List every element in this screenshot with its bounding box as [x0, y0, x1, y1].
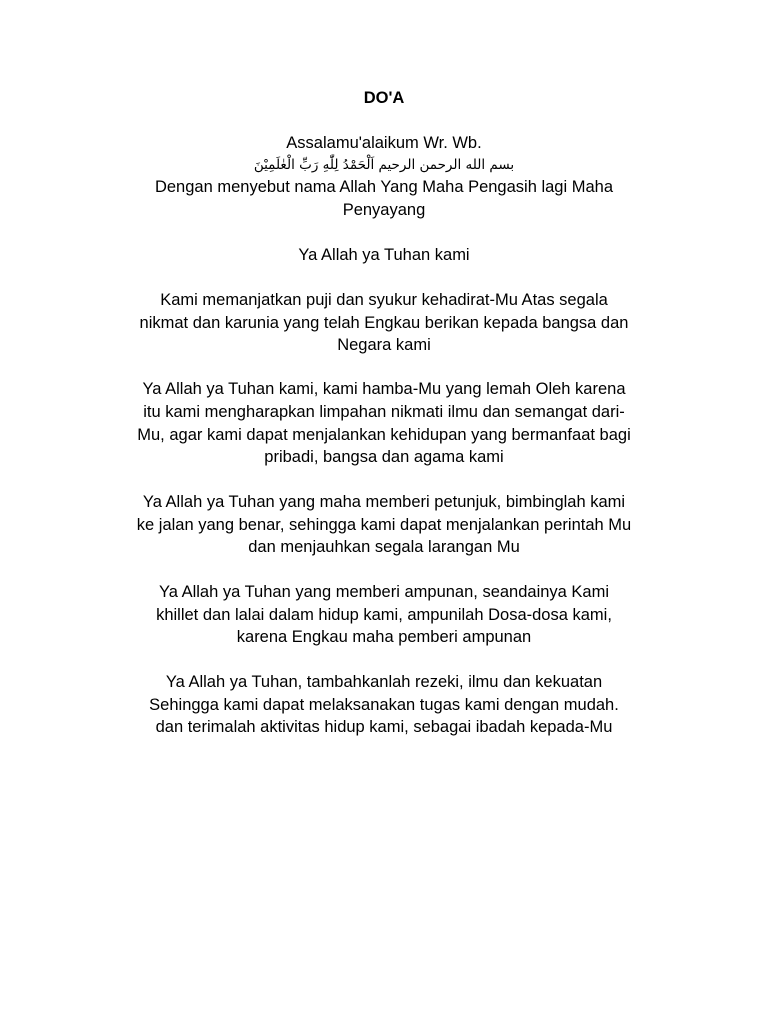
paragraph-1-line-1: Kami memanjatkan puji dan syukur kehadirat-Mu Atas segala	[160, 291, 608, 309]
paragraph-2-line-4: pribadi, bangsa dan agama kami	[264, 448, 504, 466]
paragraph-4-line-2: khillet dan lalai dalam hidup kami, ampunilah Dosa-dosa kami,	[156, 606, 612, 624]
document-title: DO'A	[363, 89, 405, 107]
opening-line-2: Penyayang	[342, 201, 426, 219]
paragraph-2-line-1: Ya Allah ya Tuhan kami, kami hamba-Mu yang lemah Oleh karena	[142, 380, 626, 398]
paragraph-1-line-3: Negara kami	[337, 336, 431, 354]
invocation: Ya Allah ya Tuhan kami	[298, 246, 470, 264]
opening-line-1: Dengan menyebut nama Allah Yang Maha Pengasih lagi Maha	[154, 178, 614, 196]
paragraph-2-line-3: Mu, agar kami dapat menjalankan kehidupan yang bermanfaat bagi	[137, 426, 631, 444]
greeting: Assalamu'alaikum Wr. Wb.	[286, 134, 482, 152]
paragraph-5-line-1: Ya Allah ya Tuhan, tambahkanlah rezeki, ilmu dan kekuatan	[165, 673, 603, 691]
paragraph-4-line-3: karena Engkau maha pemberi ampunan	[236, 628, 532, 646]
arabic-basmala: بسم الله الرحمن الرحيم اَلْحَمْدُ لِلّٰهِ رَبِّ الْعٰلَمِيْنَ	[253, 157, 515, 173]
paragraph-5-line-3: dan terimalah aktivitas hidup kami, sebagai ibadah kepada-Mu	[155, 718, 613, 736]
paragraph-3-line-2: ke jalan yang benar, sehingga kami dapat menjalankan perintah Mu	[136, 516, 632, 534]
paragraph-3-line-1: Ya Allah ya Tuhan yang maha memberi petunjuk, bimbinglah kami	[142, 493, 626, 511]
paragraph-2-line-2: itu kami mengharapkan limpahan nikmati ilmu dan semangat dari-	[143, 403, 625, 421]
paragraph-3-line-3: dan menjauhkan segala larangan Mu	[248, 538, 520, 556]
paragraph-4-line-1: Ya Allah ya Tuhan yang memberi ampunan, seandainya Kami	[158, 583, 610, 601]
paragraph-1-line-2: nikmat dan karunia yang telah Engkau berikan kepada bangsa dan	[139, 314, 629, 332]
paragraph-5-line-2: Sehingga kami dapat melaksanakan tugas kami dengan mudah.	[149, 696, 619, 714]
